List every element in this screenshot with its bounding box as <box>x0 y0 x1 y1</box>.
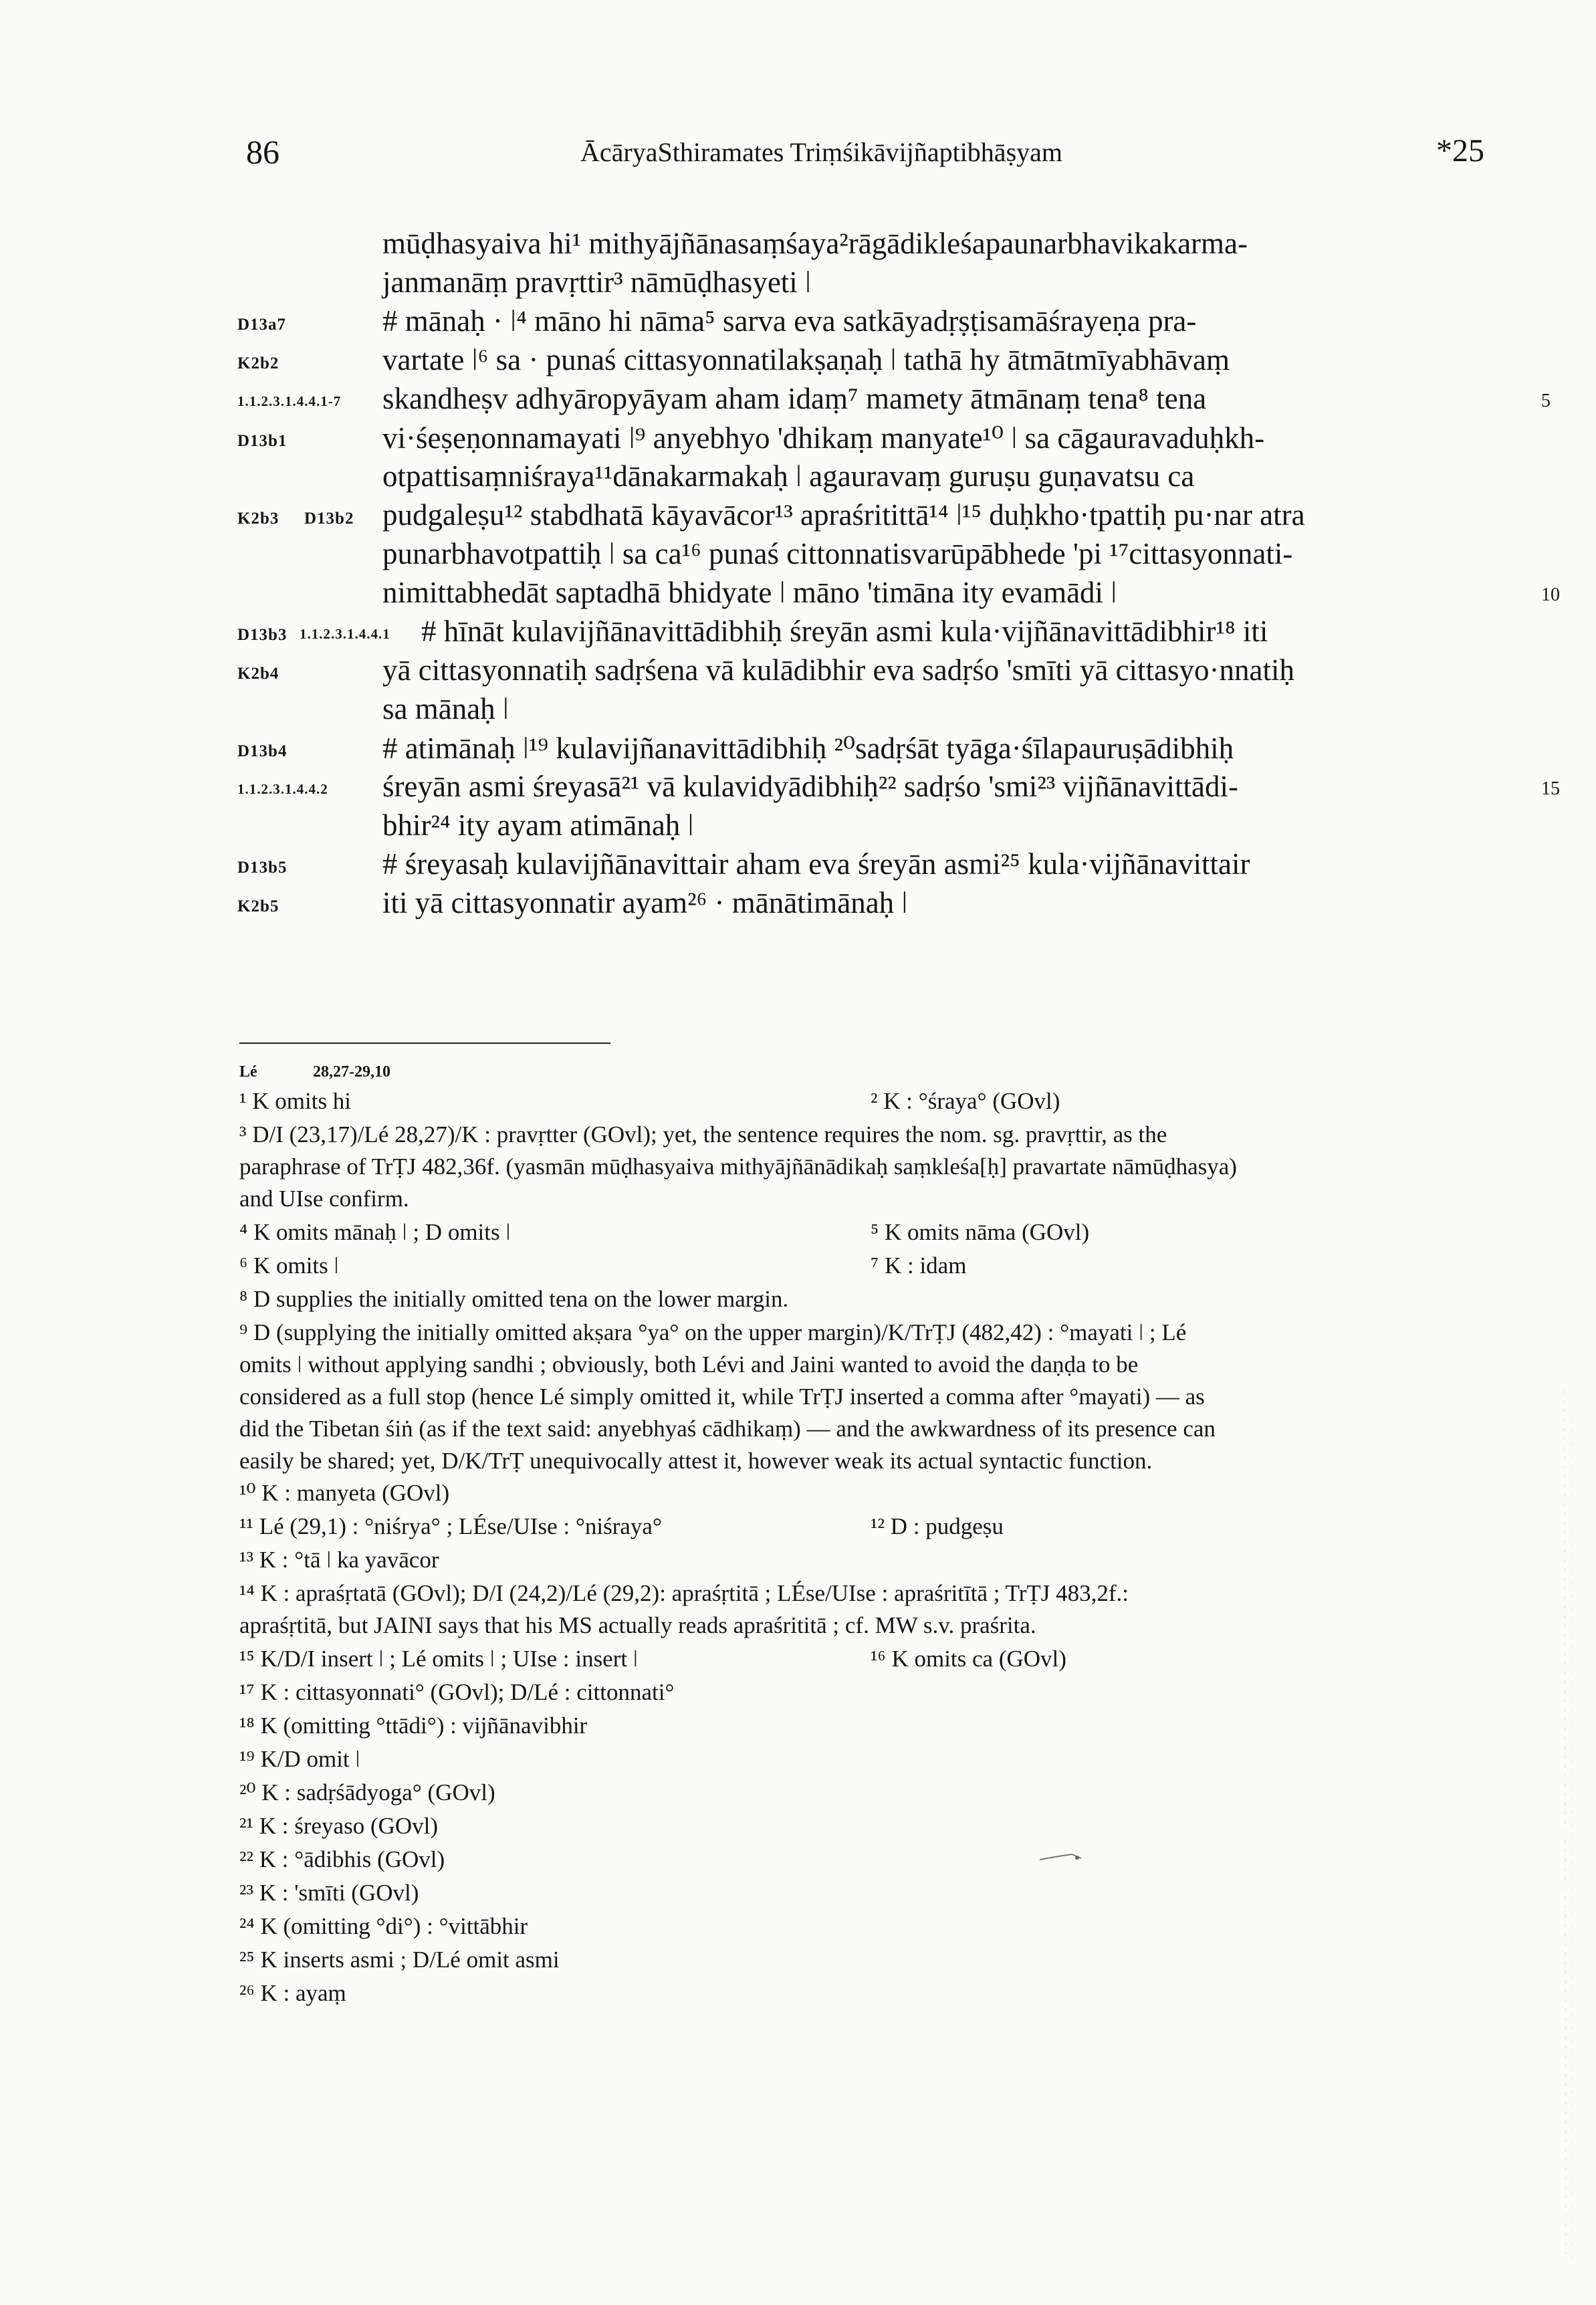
footnote: ⁷ K : idam <box>871 1252 967 1279</box>
footnote: ¹¹ Lé (29,1) : °niśrya° ; LÉse/UIse : °niśraya° <box>239 1513 662 1539</box>
text-line <box>0 536 1596 576</box>
footnote: ²⁰ K : sadṛśādyoga° (GOvl) <box>239 1779 495 1805</box>
text-line <box>0 459 1596 499</box>
text-line <box>0 420 1596 460</box>
text-line <box>0 498 1596 538</box>
footnote: ¹⁹ K/D omit ǀ <box>239 1746 360 1772</box>
line-text: # mānaḥ · ǀ⁴ māno hi nāma⁵ sarva eva satkāyadṛṣṭisamāśrayeṇa pra- <box>382 304 1197 338</box>
text-line <box>0 847 1596 887</box>
text-line <box>0 265 1596 305</box>
footnote: did the Tibetan śiṅ (as if the text said: anyebhyaś cādhikaṃ) — and the awkwardness of its presence can <box>239 1416 1216 1442</box>
footnote: ⁶ K omits ǀ <box>239 1252 339 1279</box>
text-line <box>0 769 1596 809</box>
scan-speck <box>1038 1852 1084 1862</box>
line-text: # hīnāt kulavijñānavittādibhiḥ śreyān asmi kula·vijñānavittādibhir¹⁸ iti <box>421 615 1268 648</box>
footnote: considered as a full stop (hence Lé simply omitted it, while TrṬJ inserted a comma after °mayati) — as <box>239 1384 1205 1410</box>
footnote: apraśṛtitā, but JAINI says that his MS actually reads apraśrititā ; cf. MW s.v. praśrita. <box>239 1612 1036 1638</box>
text-line <box>0 226 1596 266</box>
running-header <box>0 132 1596 173</box>
line-text: iti yā cittasyonnatir ayam²⁶ · mānātimānaḥ ǀ <box>382 886 908 919</box>
footnote: ² K : °śraya° (GOvl) <box>871 1088 1060 1114</box>
footnote-range: 28,27-29,10 <box>313 1063 390 1081</box>
text-line <box>0 808 1596 848</box>
line-text: # atimānaḥ ǀ¹⁹ kulavijñanavittādibhiḥ ²⁰sadṛśāt tyāga·śīlapauruṣādibhiḥ <box>382 732 1234 765</box>
manuscript-siglum: 1.1.2.3.1.4.4.1-7 <box>237 393 342 409</box>
line-text: otpattisaṃniśraya¹¹dānakarmakaḥ ǀ agauravaṃ guruṣu guṇavatsu ca <box>382 459 1195 493</box>
line-number: 5 <box>1541 391 1551 411</box>
text-line <box>0 691 1596 732</box>
line-text: # śreyasaḥ kulavijñānavittair aham eva śreyān asmi²⁵ kula·vijñānavittair <box>382 847 1250 881</box>
footnote: ¹² D : pudgeṣu <box>871 1513 1004 1539</box>
page-number: 86 <box>246 133 279 171</box>
manuscript-siglum: K2b4 <box>237 665 279 683</box>
line-text: punarbhavotpattiḥ ǀ sa ca¹⁶ punaś cittonnatisvarūpābhede 'pi ¹⁷cittasyonnati- <box>382 537 1293 570</box>
manuscript-siglum: K2b5 <box>237 897 279 915</box>
text-line <box>0 381 1596 421</box>
footnote: ²³ K : 'smīti (GOvl) <box>239 1880 419 1906</box>
line-text: śreyān asmi śreyasā²¹ vā kulavidyādibhiḥ²² sadṛśo 'smi²³ vijñānavittādi- <box>382 770 1239 803</box>
footnote: omits ǀ without applying sandhi ; obviously, both Lévi and Jaini wanted to avoid the daṇḍa to be <box>239 1351 1139 1378</box>
footnote-siglum: Lé <box>239 1063 257 1081</box>
line-text: bhir²⁴ ity ayam atimānaḥ ǀ <box>382 808 694 842</box>
line-text: janmanāṃ pravṛttir³ nāmūḍhasyeti ǀ <box>382 265 812 299</box>
line-text: mūḍhasyaiva hi¹ mithyājñānasaṃśaya²rāgādikleśapaunarbhavikakarma- <box>382 227 1248 260</box>
text-line <box>0 885 1596 925</box>
manuscript-siglum-2: 1.1.2.3.1.4.4.1 <box>300 626 390 642</box>
footnote: ¹⁷ K : cittasyonnati° (GOvl); D/Lé : cittonnati° <box>239 1679 675 1705</box>
footnote-rule <box>239 1042 610 1044</box>
footnote: ³ D/I (23,17)/Lé 28,27)/K : pravṛtter (GOvl); yet, the sentence requires the nom. sg. pravṛttir, as the <box>239 1121 1167 1147</box>
manuscript-siglum: D13b5 <box>237 859 288 877</box>
manuscript-siglum: 1.1.2.3.1.4.4.2 <box>237 781 328 797</box>
footnote: ¹ K omits hi <box>239 1088 352 1114</box>
line-text: vartate ǀ⁶ sa · punaś cittasyonnatilakṣaṇaḥ ǀ tathā hy ātmātmīyabhāvaṃ <box>382 343 1230 376</box>
manuscript-siglum: D13a7 <box>237 316 287 334</box>
footnote: ¹⁴ K : apraśṛtatā (GOvl); D/I (24,2)/Lé (29,2): apraśṛtitā ; LÉse/UIse : apraśritītā ; TrṬJ 483,2f.: <box>239 1580 1129 1606</box>
footnote: ⁵ K omits nāma (GOvl) <box>871 1219 1090 1245</box>
line-text: nimittabhedāt saptadhā bhidyate ǀ māno 'timāna ity evamādi ǀ <box>382 576 1117 609</box>
footnote: ¹⁶ K omits ca (GOvl) <box>871 1646 1066 1672</box>
text-line <box>0 653 1596 693</box>
footnote: ¹³ K : °tā ǀ ka yavācor <box>239 1547 439 1573</box>
footnote: and UIse confirm. <box>239 1186 409 1212</box>
footnote: ¹⁰ K : manyeta (GOvl) <box>239 1480 450 1506</box>
line-text: vi·śeṣeṇonnamayati ǀ⁹ anyebhyo 'dhikaṃ manyate¹⁰ ǀ sa cāgauravaduḥkh- <box>382 421 1265 455</box>
manuscript-siglum-2: D13b2 <box>304 510 354 528</box>
text-line <box>0 614 1596 654</box>
line-text: skandheṣv adhyāropyāyam aham idaṃ⁷ mamety ātmānaṃ tena⁸ tena <box>382 382 1207 415</box>
text-line <box>0 304 1596 344</box>
footnote: easily be shared; yet, D/K/TrṬ unequivocally attest it, however weak its actual syntactic function. <box>239 1448 1153 1474</box>
footnote: ¹⁵ K/D/I insert ǀ ; Lé omits ǀ ; UIse : insert ǀ <box>239 1646 638 1672</box>
section-reference: *25 <box>1436 133 1484 169</box>
line-text: pudgaleṣu¹² stabdhatā kāyavācor¹³ apraśritittā¹⁴ ǀ¹⁵ duḥkho·tpattiḥ pu·nar atra <box>382 498 1305 532</box>
line-number: 15 <box>1541 778 1560 799</box>
footnote: ²⁴ K (omitting °di°) : °vittābhir <box>239 1913 528 1939</box>
footnote: paraphrase of TrṬJ 482,36f. (yasmān mūḍhasyaiva mithyājñānādikaḥ saṃkleśa[ḥ] pravartate nāmūḍhasya) <box>239 1154 1237 1180</box>
running-title: ĀcāryaSthiramates Triṃśikāvijñaptibhāṣyam <box>580 137 1062 167</box>
text-line <box>0 730 1596 770</box>
manuscript-siglum: D13b1 <box>237 432 288 450</box>
footnote: ⁴ K omits mānaḥ ǀ ; D omits ǀ <box>239 1219 511 1245</box>
footnote: ²¹ K : śreyaso (GOvl) <box>239 1813 439 1839</box>
line-text: yā cittasyonnatiḥ sadṛśena vā kulādibhir eva sadṛśo 'smīti yā cittasyo·nnatiḥ <box>382 653 1294 687</box>
footnote: ²² K : °ādibhis (GOvl) <box>239 1846 445 1872</box>
footnote: ⁹ D (supplying the initially omitted akṣara °ya° on the upper margin)/K/TrṬJ (482,42) : °mayati ǀ ; Lé <box>239 1319 1187 1345</box>
manuscript-siglum: D13b3 <box>237 626 288 644</box>
text-line <box>0 342 1596 382</box>
text-line <box>0 575 1596 615</box>
manuscript-siglum: K2b3 <box>237 510 279 528</box>
line-text: sa mānaḥ ǀ <box>382 692 509 726</box>
footnote: ⁸ D supplies the initially omitted tena on the lower margin. <box>239 1286 789 1312</box>
scan-edge-noise <box>1551 1391 1578 2260</box>
footnote: ²⁶ K : ayaṃ <box>239 1980 346 2006</box>
manuscript-siglum: D13b4 <box>237 742 288 760</box>
footnote: ¹⁸ K (omitting °ttādi°) : vijñānavibhir <box>239 1713 588 1739</box>
line-number: 10 <box>1541 584 1560 605</box>
manuscript-siglum: K2b2 <box>237 354 279 372</box>
footnote: ²⁵ K inserts asmi ; D/Lé omit asmi <box>239 1947 560 1973</box>
